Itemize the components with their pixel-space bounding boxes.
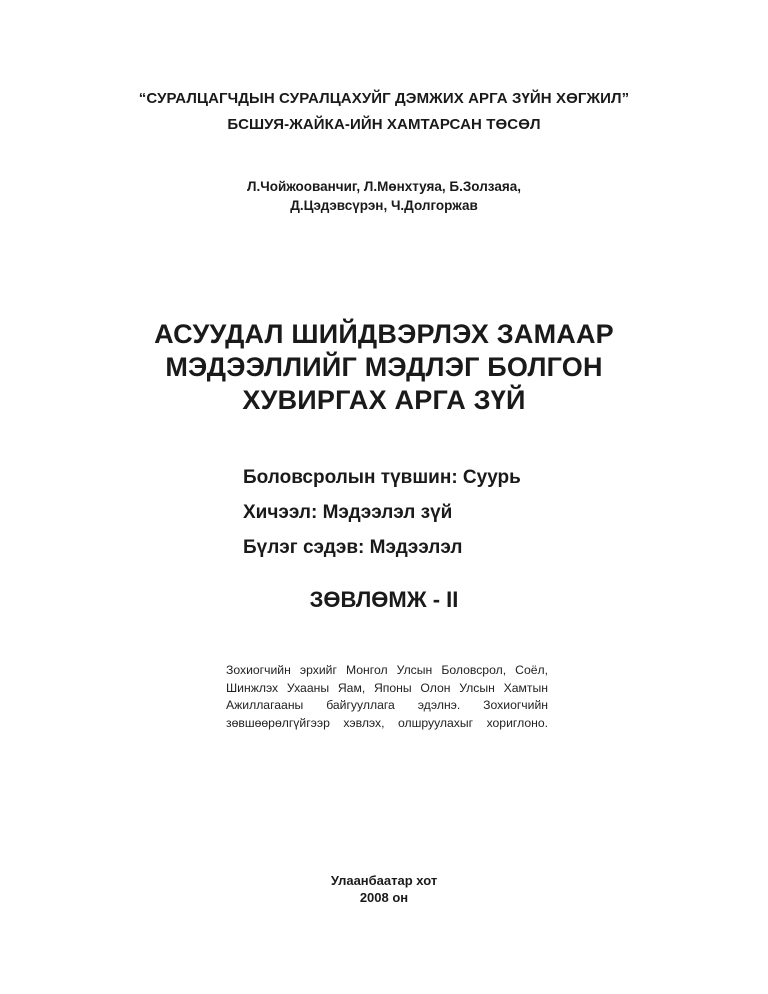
imprint [0, 872, 768, 906]
recommendation-label: ЗӨВЛӨМЖ - II [309, 587, 459, 612]
main-title [0, 318, 768, 417]
document-subtitle [0, 586, 768, 614]
subject: Хичээл: Мэдээлэл зүй [243, 502, 453, 523]
course-info [243, 460, 521, 565]
authors [0, 177, 768, 215]
imprint-year: 2008 он [359, 890, 409, 905]
copyright-line-2: Шинжлэх Ухааны Яам, Японы Олон Улсын Хамтын [226, 680, 548, 695]
copyright-line-3: Ажиллагааны байгууллага эдэлнэ. Зохиогчийн [226, 698, 548, 712]
authors-line-1: Л.Чойжоованчиг, Л.Мөнхтуяа, Б.Золзаяа, [247, 179, 521, 194]
main-title-line-1: АСУУДАЛ ШИЙДВЭРЛЭХ ЗАМААР [154, 319, 614, 349]
project-partners: БСШУЯ-ЖАЙКА-ИЙН ХАМТАРСАН ТӨСӨЛ [227, 116, 541, 133]
copyright-line-1: Зохиогчийн эрхийг Монгол Улсын Боловсрол, Соёл, [226, 663, 548, 677]
imprint-city: Улаанбаатар хот [330, 873, 438, 888]
main-title-line-2: МЭДЭЭЛЛИЙГ МЭДЛЭГ БОЛГОН [165, 352, 603, 382]
project-header [0, 86, 768, 138]
copyright-notice [226, 662, 548, 732]
chapter-topic: Бүлэг сэдэв: Мэдээлэл [243, 537, 463, 558]
project-name: “СУРАЛЦАГЧДЫН СУРАЛЦАХУЙГ ДЭМЖИХ АРГА ЗҮЙН ХӨГЖИЛ” [138, 90, 630, 107]
authors-line-2: Д.Цэдэвсүрэн, Ч.Долгоржав [290, 198, 478, 213]
copyright-line-4: зөвшөөрөлгүйгээр хэвлэх, олшруулахыг хориглоно. [226, 715, 548, 730]
main-title-line-3: ХУВИРГАХ АРГА ЗҮЙ [242, 385, 526, 415]
education-level: Боловсролын түвшин: Суурь [243, 467, 521, 488]
